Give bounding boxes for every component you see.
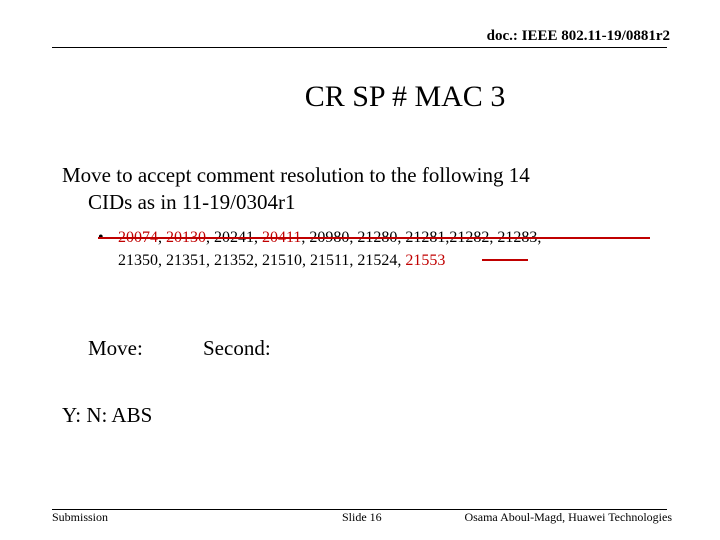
motion-text-line-2: CIDs as in 11-19/0304r1 [88,190,296,214]
footer-submission: Submission [52,510,109,524]
cid-list-line-2 [98,249,668,272]
slide-title: CR SP # MAC 3 [304,80,506,113]
motion-text-line-1: Move to accept comment resolution to the following 14 [62,163,530,187]
cids_line1-segment-1: , [158,229,166,246]
cids_line1-segment-0: 20074 [118,229,158,246]
motion-text [62,162,662,216]
strikethrough-line-2 [482,259,528,261]
footer-author: Osama Aboul-Magd, Huawei Technologies [464,510,672,524]
cids_line1-segment-2: 20130 [166,229,206,246]
cids_line2-segment-0: 21350, 21351, 21352, 21510, 21511, 21524, [118,252,406,269]
header-divider [52,47,667,48]
cid-list-line-2-values [118,252,445,269]
document-id: doc.: IEEE 802.11-19/0881r2 [486,28,670,44]
footer-slide-number: Slide 16 [342,510,382,524]
cids_line2-segment-1: 21553 [405,252,446,269]
bullet-marker: • [98,229,104,246]
cid-list-bullet [98,226,668,272]
strikethrough-line-1 [98,237,650,239]
cids_line1-segment-5: , 20980, 21280, 21281,21282, 21283, [301,229,542,246]
move-label: Move: [88,336,143,360]
cids_line1-segment-4: 20411 [262,229,302,246]
second-label: Second: [203,336,271,360]
cids_line1-segment-3: , 20241, [206,229,262,246]
vote-tally-label: Y: N: ABS [62,403,153,427]
